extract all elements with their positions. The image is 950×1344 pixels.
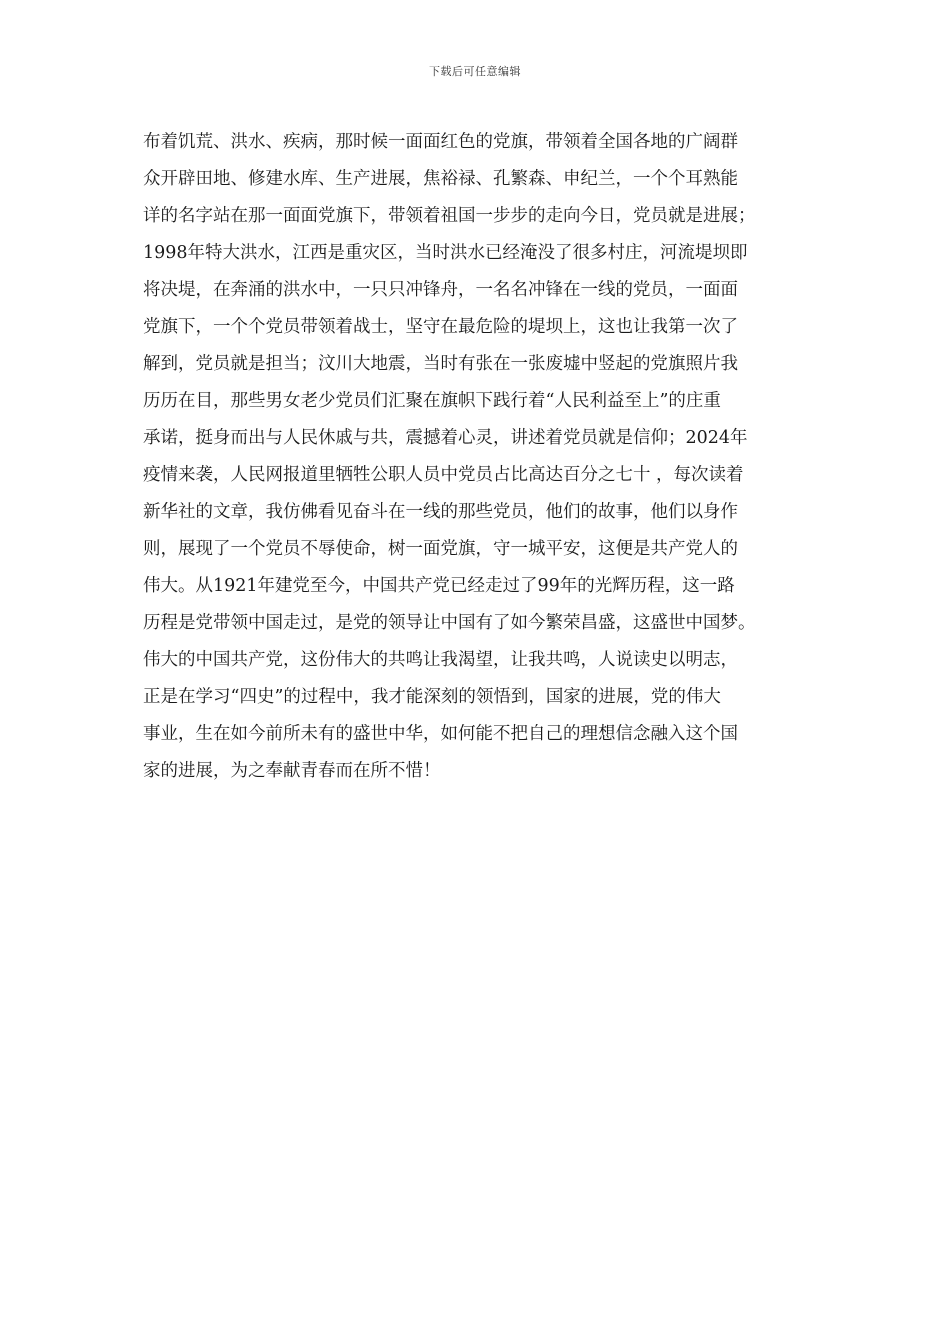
text-line: 伟大的中国共产党，这份伟大的共鸣让我渴望，让我共鸣，人说读史以明志， <box>143 650 738 670</box>
text-line: 承诺，挺身而出与人民休戚与共，震撼着心灵，讲述着党员就是信仰；2024年 <box>143 428 748 448</box>
body-paragraph <box>143 124 833 790</box>
text-line: 布着饥荒、洪水、疾病，那时候一面面红色的党旗，带领着全国各地的广阔群 <box>143 132 738 152</box>
text-line: 历历在目，那些男女老少党员们汇聚在旗帜下践行着“人民利益至上”的庄重 <box>143 391 721 411</box>
text-line: 新华社的文章，我仿佛看见奋斗在一线的那些党员，他们的故事，他们以身作 <box>143 502 738 522</box>
text-line: 历程是党带领中国走过，是党的领导让中国有了如今繁荣昌盛，这盛世中国梦。 <box>143 613 756 633</box>
text-line: 正是在学习“四史”的过程中，我才能深刻的领悟到，国家的进展，党的伟大 <box>143 687 721 707</box>
text-line: 家的进展，为之奉献青春而在所不惜！ <box>143 761 441 781</box>
text-line: 伟大。从1921年建党至今，中国共产党已经走过了99年的光辉历程，这一路 <box>143 576 735 596</box>
text-line: 将决堤，在奔涌的洪水中，一只只冲锋舟，一名名冲锋在一线的党员，一面面 <box>143 280 738 300</box>
text-line: 解到，党员就是担当；汶川大地震，当时有张在一张废墟中竖起的党旗照片我 <box>143 354 738 374</box>
text-line: 详的名字站在那一面面党旗下，带领着祖国一步步的走向今日，党员就是进展； <box>143 206 756 226</box>
text-line: 则，展现了一个党员不辱使命，树一面党旗，守一城平安，这便是共产党人的 <box>143 539 738 559</box>
text-line: 党旗下，一个个党员带领着战士，坚守在最危险的堤坝上，这也让我第一次了 <box>143 317 738 337</box>
page-header: 下载后可任意编辑 <box>429 65 521 78</box>
text-line: 众开辟田地、修建水库、生产进展，焦裕禄、孔繁森、申纪兰，一个个耳熟能 <box>143 169 738 189</box>
text-line: 1998年特大洪水，江西是重灾区，当时洪水已经淹没了很多村庄，河流堤坝即 <box>143 243 748 263</box>
text-line: 疫情来袭，人民网报道里牺牲公职人员中党员占比高达百分之七十 ，每次读着 <box>143 465 744 485</box>
text-line: 事业，生在如今前所未有的盛世中华，如何能不把自己的理想信念融入这个国 <box>143 724 738 744</box>
